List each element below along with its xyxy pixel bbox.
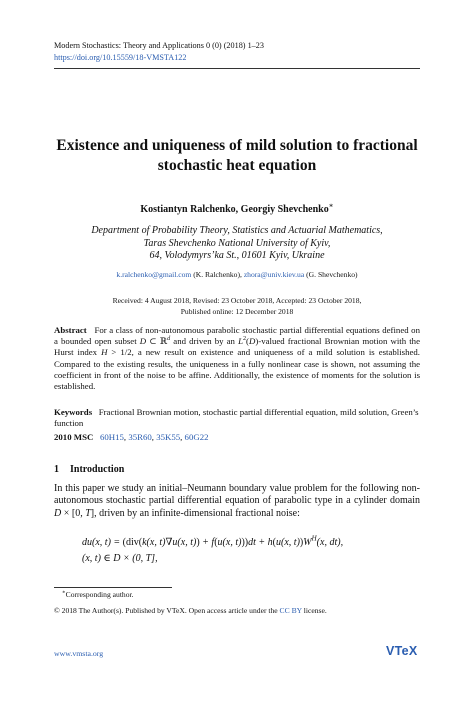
copyright-notice (54, 606, 327, 615)
msc-code-2[interactable]: 35R60 (128, 432, 152, 442)
keywords-text: Fractional Brownian motion, stochastic partial differential equation, mild solution, Green’s function (54, 407, 419, 429)
dates-line-2: Published online: 12 December 2018 (180, 306, 294, 316)
affiliation (40, 225, 434, 263)
journal-citation: Modern Stochastics: Theory and Applications 0 (0) (2018) 1–23 (54, 41, 264, 50)
abstract-text-d: , a new result on existence and uniqueness of a mild solution is established. Compared to the existing results, the uniqueness in a fully nonlinear case is shown, not assuming the coefficient in front of the noise to be affine. Additionally, the existence of moments for the solution is established. (54, 347, 420, 392)
dates-line-1: Received: 4 August 2018, Revised: 23 October 2018, Accepted: 23 October 2018, (112, 296, 362, 305)
title-line-1: Existence and uniqueness of mild solution to fractional (56, 137, 418, 154)
msc-label: 2010 MSC (54, 432, 94, 442)
abstract-text-a: For a class of non-autonomous parabolic stochastic partial differential equations defined on a bounded open subset (54, 325, 420, 347)
copyright-text-a: © 2018 The Author(s). Published by VTeX. Open access article under the (54, 606, 280, 615)
msc-code-3[interactable]: 35K55 (156, 432, 181, 442)
math-cylinder: D (54, 507, 62, 519)
footnote (62, 590, 134, 599)
equation-line-2: (x, t) ∈ D × (0, T], (82, 553, 158, 564)
keywords (54, 407, 420, 429)
msc-code-1[interactable]: 60H15 (99, 432, 124, 442)
abstract-label: Abstract (54, 325, 87, 335)
email-link-1[interactable]: k.ralchenko@gmail.com (116, 270, 192, 279)
equation-line-1: du(x, t) = (div(k(x, t)∇u(x, t)) + f(u(x, t)))dt + h(u(x, $t))W^H(x$, dt), (82, 534, 344, 548)
footnote-mark: ∗ (62, 589, 66, 596)
keywords-label: Keywords (54, 407, 93, 417)
footnote-rule (54, 587, 172, 588)
intro-text-b: , driven by an infinite-dimensional fractional noise: (94, 507, 300, 519)
author-names: Kostiantyn Ralchenko, Georgiy Shevchenko (140, 204, 329, 215)
affiliation-line-1: Department of Probability Theory, Statistics and Actuarial Mathematics, (91, 225, 383, 236)
authors (40, 201, 434, 215)
section-title: Introduction (70, 464, 125, 475)
msc-code-4[interactable]: 60G22 (184, 432, 209, 442)
doi-link[interactable]: https://doi.org/10.15559/18-VMSTA122 (54, 52, 187, 62)
email-link-2[interactable]: zhora@univ.kiev.ua (243, 270, 305, 279)
email-owner-1: (K. Ralchenko), (191, 270, 244, 279)
intro-paragraph: In this paper we study an initial–Neumann boundary value problem for the following non-autonomous stochastic partial differential equation of parabolic type in a cylinder domain D × [0, T], driven by an infinite-dimensional fractional noise: (54, 483, 420, 519)
footnote-text: Corresponding author. (65, 590, 134, 599)
math-hurst: H (101, 347, 108, 358)
intro-text-a: In this paper we study an initial–Neumann boundary value problem for the following non-autonomous stochastic partial differential equation of parabolic type in a cylinder domain (54, 483, 420, 507)
title-line-2: stochastic heat equation (157, 157, 317, 174)
corresponding-star: ∗ (328, 201, 334, 210)
section-number: 1 (54, 464, 59, 475)
copyright-text-b: license. (301, 606, 327, 615)
paper-title (40, 136, 434, 176)
math-l2: L (238, 336, 243, 347)
journal-website-link[interactable]: www.vmsta.org (54, 649, 104, 658)
affiliation-line-2: Taras Shevchenko National University of Kyiv, (143, 237, 331, 249)
author-emails (30, 270, 444, 279)
license-link[interactable]: CC BY (279, 606, 302, 615)
publisher-logo: VTeX (386, 644, 418, 658)
publication-dates (30, 296, 444, 317)
email-owner-2: (G. Shevchenko) (304, 270, 358, 279)
msc-codes: 2010 MSC 60H15, 35R60, 35K55, 60G22 (54, 432, 209, 442)
abstract-text-b: and driven by an (170, 336, 239, 347)
header-rule (54, 68, 420, 69)
abstract: Abstract For a class of non-autonomous parabolic stochastic partial differential equations defined on a bounded open subset D ⊂ ℝ$^d$ and driven by an $L^2(D)$-valued fractional Brownian motion with the Hurst index H > 1/2, a new result on existence and uniqueness of a mild solution is established. Compared to the existing results, the uniqueness in a fully nonlinear case is shown, not assuming the coefficient in front of the noise to be affine. Additionally, the existence of moments for the solution is established. (54, 325, 420, 392)
journal-header (54, 40, 264, 63)
abstract-text-c: -valued fractional Brownian motion with the Hurst index (54, 336, 420, 358)
math-domain: D (139, 336, 147, 347)
section-heading (54, 464, 124, 475)
affiliation-line-3: 64, Volodymyrs’ka St., 01601 Kyiv, Ukraine (149, 250, 325, 262)
